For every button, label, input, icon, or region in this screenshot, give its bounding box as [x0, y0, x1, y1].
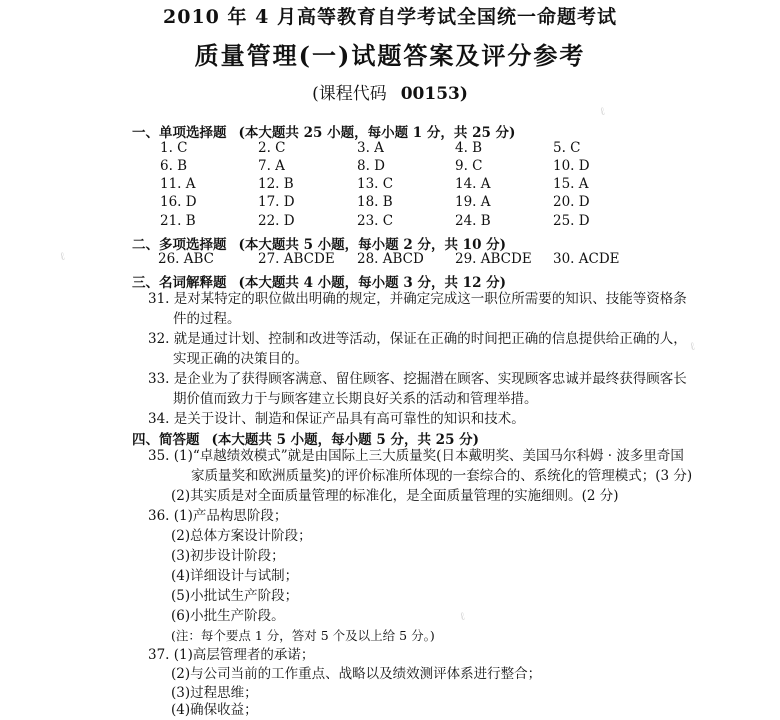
section-3-title: 三、名词解释题 — [132, 275, 227, 291]
answer-37-line-3: (3)过程思维； — [171, 685, 258, 701]
answer-35-line-1: 35. (1)“卓越绩效模式”就是由国际上三大质量奖(日本戴明奖、美国马尔科姆 · 波多里奇国 — [148, 448, 684, 464]
answer-36-line-4: (4)详细设计与试制； — [171, 568, 299, 584]
single-choice-answer: 8. D — [357, 158, 385, 174]
single-choice-answer: 21. B — [160, 213, 196, 229]
section-3-heading — [132, 271, 506, 291]
single-choice-answer: 11. A — [160, 176, 196, 192]
answer-36-line-5: (5)小批试生产阶段； — [171, 588, 299, 604]
single-choice-answer: 14. A — [455, 176, 491, 192]
single-choice-answer: 15. A — [553, 176, 589, 192]
section-2-note: (本大题共 5 小题，每小题 2 分，共 10 分) — [238, 237, 507, 253]
single-choice-answer: 1. C — [160, 140, 188, 156]
single-choice-answer: 22. D — [258, 213, 295, 229]
section-1-note: (本大题共 25 小题，每小题 1 分，共 25 分) — [238, 125, 516, 141]
single-choice-answer: 10. D — [553, 158, 590, 174]
single-choice-answer: 20. D — [553, 194, 590, 210]
section-2-heading — [132, 233, 506, 253]
section-1-heading — [132, 121, 515, 141]
answer-33-line-2: 期价值而致力于与顾客建立长期良好关系的活动和管理举措。 — [173, 391, 538, 407]
single-choice-answer: 6. B — [160, 158, 188, 174]
answer-36-line-1: 36. (1)产品构思阶段； — [148, 508, 288, 524]
section-1-title: 一、单项选择题 — [132, 125, 227, 141]
exam-title: 2010 年 4 月高等教育自学考试全国统一命题考试 — [163, 6, 617, 28]
answer-33-line-1: 33. 是企业为了获得顾客满意、留住顾客、挖掘潜在顾客、实现顾客忠诚并最终获得顾客长 — [148, 371, 687, 387]
answer-35-line-3: (2)其实质是对全面质量管理的标准化，是全面质量管理的实施细则。(2 分) — [171, 488, 619, 504]
answer-35-line-2: 家质量奖和欧洲质量奖)的评价标准所体现的一套综合的、系统化的管理模式；(3 分) — [191, 468, 693, 484]
multi-choice-answer: 30. ACDE — [553, 251, 620, 267]
watermark-mark: ℓ — [597, 104, 608, 119]
single-choice-answer: 13. C — [357, 176, 394, 192]
watermark-mark: ℓ — [457, 609, 468, 624]
course-code-line — [0, 79, 780, 104]
single-choice-answer: 16. D — [160, 194, 197, 210]
answer-32-line-2: 实现正确的决策目的。 — [173, 351, 308, 367]
watermark-mark: ℓ — [687, 339, 698, 354]
answer-36-line-3: (3)初步设计阶段； — [171, 548, 285, 564]
answer-31-line-1: 31. 是对某特定的职位做出明确的规定，并确定完成这一职位所需要的知识、技能等资格条 — [148, 291, 687, 307]
single-choice-answer: 25. D — [553, 213, 590, 229]
section-3-note: (本大题共 4 小题，每小题 3 分，共 12 分) — [238, 275, 507, 291]
answer-34-line-1: 34. 是关于设计、制造和保证产品具有高可靠性的知识和技术。 — [148, 411, 525, 427]
answer-37-line-1: 37. (1)高层管理者的承诺； — [148, 647, 315, 663]
single-choice-answer: 17. D — [258, 194, 295, 210]
answer-37-line-4: (4)确保收益； — [171, 702, 258, 718]
answer-36-line-2: (2)总体方案设计阶段； — [171, 528, 312, 544]
single-choice-answer: 2. C — [258, 140, 286, 156]
single-choice-answer: 3. A — [357, 140, 384, 156]
section-4-heading — [132, 428, 479, 448]
answer-36-scoring-note: (注：每个要点 1 分，答对 5 个及以上给 5 分。) — [171, 628, 435, 643]
answer-37-line-2: (2)与公司当前的工作重点、战略以及绩效测评体系进行整合； — [171, 666, 542, 682]
single-choice-answer: 23. C — [357, 213, 394, 229]
answer-32-line-1: 32. 就是通过计划、控制和改进等活动，保证在正确的时间把正确的信息提供给正确的人， — [148, 331, 687, 347]
multi-choice-answer: 29. ABCDE — [455, 251, 532, 267]
course-code: 00153) — [400, 84, 468, 104]
single-choice-answer: 18. B — [357, 194, 393, 210]
document-title: 质量管理(一)试题答案及评分参考 — [194, 41, 586, 70]
section-2-title: 二、多项选择题 — [132, 237, 227, 253]
watermark-mark: ℓ — [57, 249, 68, 264]
single-choice-answer: 9. C — [455, 158, 483, 174]
section-4-note: (本大题共 5 小题，每小题 5 分，共 25 分) — [211, 432, 480, 448]
single-choice-answer: 19. A — [455, 194, 491, 210]
answer-36-line-6: (6)小批生产阶段。 — [171, 608, 285, 624]
course-code-label: (课程代码 — [312, 84, 387, 104]
multi-choice-answer: 28. ABCD — [357, 251, 424, 267]
multi-choice-answer: 26. ABC — [158, 251, 215, 267]
answer-31-line-2: 件的过程。 — [173, 311, 241, 327]
single-choice-answer: 5. C — [553, 140, 581, 156]
single-choice-answer: 12. B — [258, 176, 294, 192]
single-choice-answer: 7. A — [258, 158, 285, 174]
section-4-title: 四、简答题 — [132, 432, 200, 448]
single-choice-answer: 4. B — [455, 140, 483, 156]
single-choice-answer: 24. B — [455, 213, 491, 229]
multi-choice-answer: 27. ABCDE — [258, 251, 335, 267]
